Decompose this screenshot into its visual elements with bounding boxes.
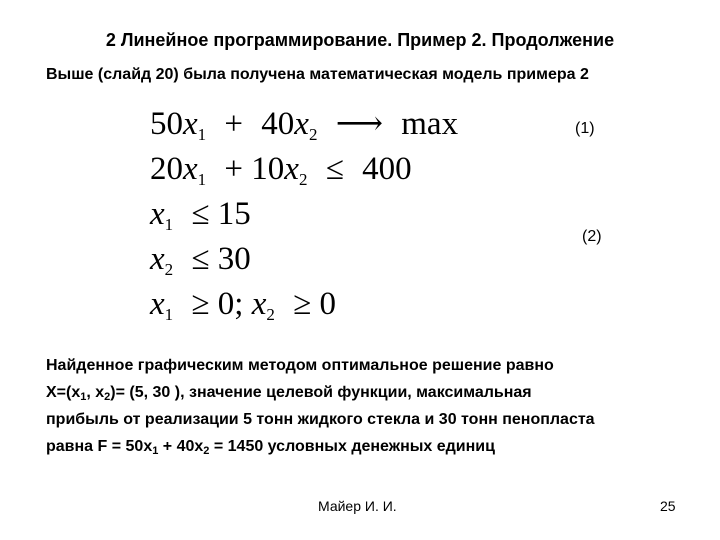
constraint-2: $x_1 \le 15$ [150,196,251,234]
arrow-icon: ⟶ [335,106,383,142]
result-line-4: равна $F = 50x_1 + 40x_2 = 1450$ условных денежных единиц [46,438,495,457]
slide-title: 2 Линейное программирование. Пример 2. Продолжение [105,30,615,50]
equation-tag-1: (1) [575,120,595,137]
intro-text: Выше (слайд 20) была получена математическая модель примера 2 [46,66,589,83]
constraint-3: $x_2 \le 30$ [150,241,251,279]
result-line-3: прибыль от реализации 5 тонн жидкого стекла и 30 тонн пенопласта [46,411,595,428]
constraint-1: $20x_1 + 10x_2 \le 400$ [150,151,412,189]
result-paragraph [46,352,706,460]
objective-function: $50x_1 + 40x_2$ ⟶ max [150,106,459,144]
page-number: 25 [660,498,676,514]
nonnegativity-constraint: $x_1 \ge 0$; $x_2 \ge 0$ [150,286,336,324]
equation-tag-2: (2) [582,228,602,245]
result-line-2: $X=(x_1$, $x_2)= (5$, 30 ), значение целевой функции, максимальная [46,384,532,403]
footer-author: Майер И. И. [318,498,397,514]
math-model [150,102,458,327]
result-line-1: Найденное графическим методом оптимальное решение равно [46,357,554,374]
